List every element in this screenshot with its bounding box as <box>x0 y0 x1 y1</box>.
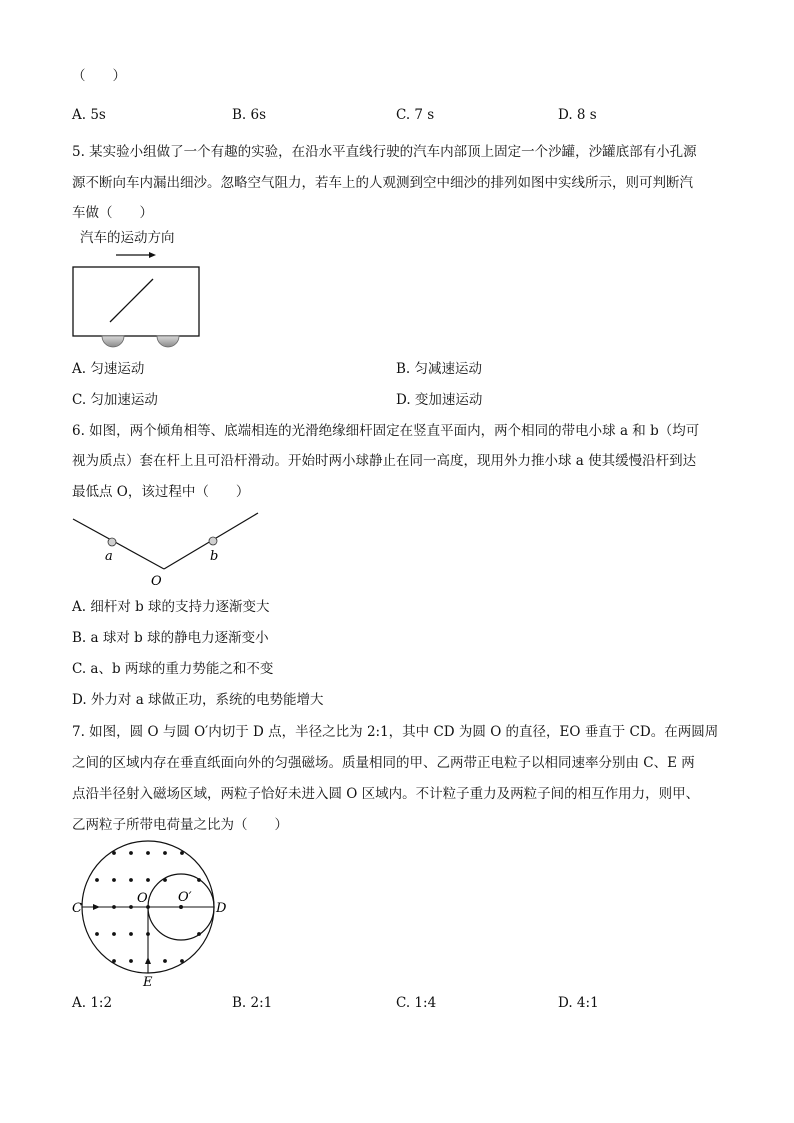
q7-stem-line-4: 乙两粒子所带电荷量之比为（ ） <box>72 817 288 833</box>
q5-option-a: A. 匀速运动 <box>72 361 145 377</box>
q6-stem-line-1: 6. 如图，两个倾角相等、底端相连的光滑绝缘细杆固定在竖直平面内，两个相同的带电小球 a 和 b（均可 <box>72 423 700 439</box>
q7-option-a: A. 1:2 <box>72 995 113 1011</box>
label-b: b <box>210 549 219 564</box>
arrow-c-icon <box>93 904 100 910</box>
wheel-right-icon <box>157 336 179 347</box>
q5-stem-line-3: 车做（ ） <box>72 205 153 221</box>
q5-stem-line-2: 源不断向车内漏出细沙。忽略空气阻力，若车上的人观测到空中细沙的排列如图中实线所示，则可判断汽 <box>72 175 693 191</box>
q7-option-c: C. 1:4 <box>396 995 437 1011</box>
left-rod <box>73 519 164 569</box>
q4-option-d: D. 8 s <box>558 107 597 123</box>
q5-option-d: D. 变加速运动 <box>396 392 483 408</box>
q6-option-d: D. 外力对 a 球做正功，系统的电势能增大 <box>72 692 324 708</box>
q5-option-c: C. 匀加速运动 <box>72 392 158 408</box>
label-a: a <box>105 549 113 564</box>
car-body <box>73 267 199 336</box>
q6-rods-figure <box>70 508 270 590</box>
q5-option-b: B. 匀减速运动 <box>396 361 483 377</box>
q5-figure-label: 汽车的运动方向 <box>80 230 175 246</box>
q7-option-d: D. 4:1 <box>558 995 599 1011</box>
q4-option-b: B. 6s <box>232 107 267 123</box>
arrow-e-icon <box>145 957 151 964</box>
ball-a-icon <box>108 538 116 546</box>
q7-circles-figure <box>68 840 238 990</box>
center-o-prime-dot <box>179 905 183 909</box>
label-d: D <box>216 901 227 916</box>
label-o-prime: O′ <box>178 890 192 905</box>
q7-option-b: B. 2:1 <box>232 995 273 1011</box>
q4-answer-bracket: （ ） <box>72 68 126 84</box>
label-o: O <box>151 574 162 589</box>
q7-stem-line-2: 之间的区域内存在垂直纸面向外的匀强磁场。质量相同的甲、乙两带正电粒子以相同速率分别由 C、E 两 <box>72 755 695 771</box>
q4-option-a: A. 5s <box>72 107 106 123</box>
label-c: C <box>72 901 82 916</box>
q6-option-a: A. 细杆对 b 球的支持力逐渐变大 <box>72 599 270 615</box>
q6-option-c: C. a、b 两球的重力势能之和不变 <box>72 661 274 677</box>
label-e: E <box>143 975 153 990</box>
q6-stem-line-3: 最低点 O，该过程中（ ） <box>72 484 250 500</box>
q7-stem-line-3: 点沿半径射入磁场区域，两粒子恰好未进入圆 O 区域内。不计粒子重力及两粒子间的相互作用力，则甲、 <box>72 786 700 802</box>
q7-stem-line-1: 7. 如图，圆 O 与圆 O′内切于 D 点，半径之比为 2:1，其中 CD 为圆 O 的直径，EO 垂直于 CD。在两圆周 <box>72 724 719 740</box>
q6-option-b: B. a 球对 b 球的静电力逐渐变小 <box>72 630 269 646</box>
label-o: O <box>137 891 148 906</box>
q6-stem-line-2: 视为质点）套在杆上且可沿杆滑动。开始时两小球静止在同一高度，现用外力推小球 a 使其缓慢沿杆到达 <box>72 453 697 469</box>
q4-option-c: C. 7 s <box>396 107 435 123</box>
wheel-left-icon <box>102 336 124 347</box>
q5-car-figure <box>70 248 210 348</box>
ball-b-icon <box>209 537 217 545</box>
q5-stem-line-1: 5. 某实验小组做了一个有趣的实验，在沿水平直线行驶的汽车内部顶上固定一个沙罐，沙罐底部有小孔源 <box>72 144 697 160</box>
